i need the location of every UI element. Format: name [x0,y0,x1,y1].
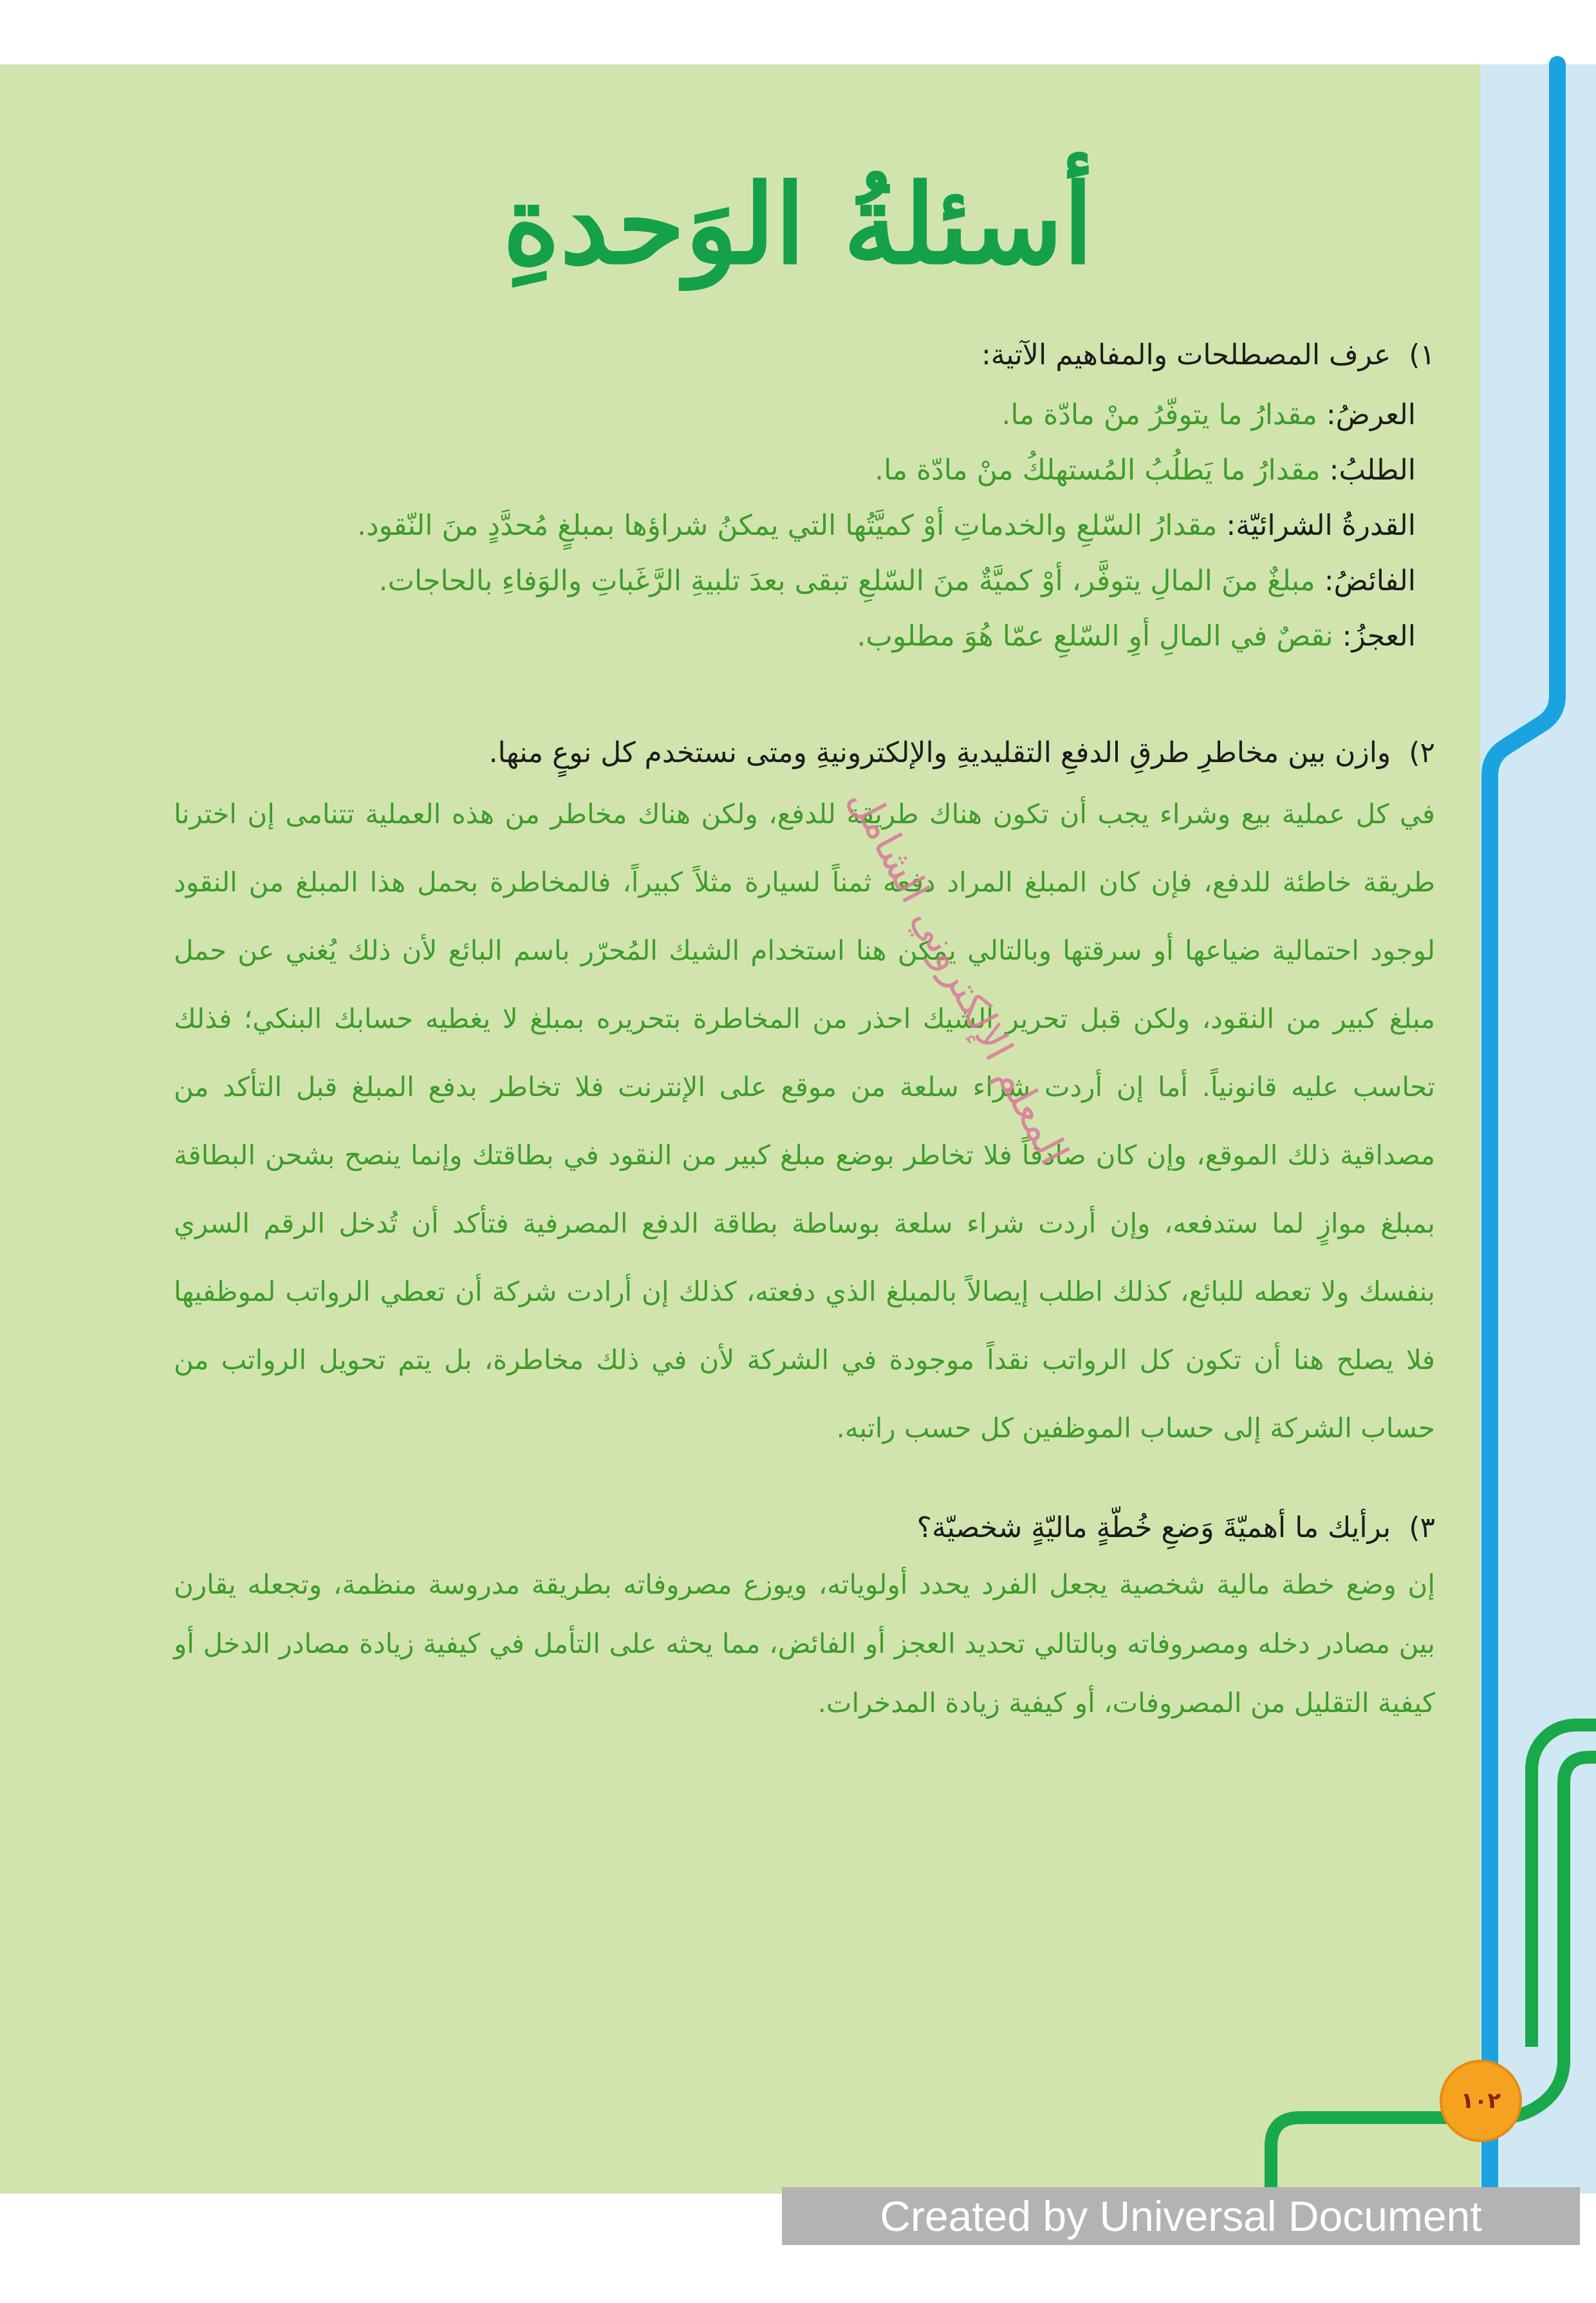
definition-term: العجزُ: [1342,620,1416,653]
definition-item [174,498,1416,554]
question-2-text: وازن بين مخاطرِ طرقِ الدفعِ التقليديةِ والإلكترونيةِ ومتى نستخدم كل نوعٍ منها. [488,736,1391,769]
definition-item [174,443,1416,498]
definition-term: الفائضُ: [1324,564,1416,597]
question-3-number: ٣) [1409,1511,1435,1544]
question-1-text: عرف المصطلحات والمفاهيم الآتية: [981,339,1391,371]
questions-content [174,328,1435,1733]
question-2-answer: في كل عملية بيع وشراء يجب أن تكون هناك طريقة للدفع، ولكن هناك مخاطر من هذه العملية تتنامى إن اخترنا طريقة خاطئة للدفع، فإن كان المبلغ المراد دفعه ثمناً لسيارة مثلاً كبيراً، فالمخاطرة بحمل هذا المبلغ من النقود لوجود احتمالية ضياعها أو سرقتها وبالتالي يمكن هنا استخدام الشيك المُحرّر باسم البائع لأن ذلك يُغني عن حمل مبلغ كبير من النقود، ولكن قبل تحرير الشيك احذر من المخاطرة بتحريره بمبلغ لا يغطيه حسابك البنكي؛ فذلك تحاسب عليه قانونياً. أما إن أردت شراء سلعة من موقع على الإنترنت فلا تخاطر بدفع المبلغ قبل التأكد من مصداقية ذلك الموقع، وإن كان صادقاً فلا تخاطر بوضع مبلغ كبير من النقود في بطاقتك وإنما ينصح بشحن البطاقة بمبلغ موازٍ لما ستدفعه، وإن أردت شراء سلعة بوساطة بطاقة الدفع المصرفية فتأكد أن تُدخل الرقم السري بنفسك ولا تعطه للبائع، كذلك اطلب إيصالاً بالمبلغ الذي دفعته، كذلك إن أرادت شركة أن تعطي الرواتب لموظفيها فلا يصلح هنا أن تكون كل الرواتب نقداً موجودة في الشركة لأن في ذلك مخاطرة، بل يتم تحويل الرواتب من حساب الشركة إلى حساب الموظفين كل حسب راتبه. [174,798,1435,1444]
definition-text: نقصٌ في المالِ أوِ السّلعِ عمّا هُوَ مطلوب. [857,620,1333,653]
page-title: أسئلةُ الوَحدةِ [503,160,1093,289]
definitions-list [174,387,1435,664]
definition-item [174,609,1416,664]
watermark: المعلم الإلكتروني الشامل [839,779,1079,1173]
blue-rail-line [1490,64,1557,2188]
definition-item [174,554,1416,609]
page-number-badge [1440,2060,1522,2142]
definition-text: مقدارُ ما يتوفّرُ منْ مادّة ما. [1001,398,1317,431]
question-3-text: برأيك ما أهميّةَ وَضعِ خُطّةٍ ماليّةٍ شخصيّة؟ [916,1511,1391,1544]
question-1 [174,328,1435,382]
definition-item [174,387,1416,443]
definition-term: العرضُ: [1326,398,1416,431]
converter-footer: Created by Universal Document Converter [782,2187,1580,2245]
green-rail-line-lower [1271,1757,1596,2201]
question-3 [174,1501,1435,1555]
definition-term: الطلبُ: [1329,454,1416,487]
question-2-number: ٢) [1409,736,1435,769]
question-2 [174,726,1435,780]
question-1-number: ١) [1409,339,1435,371]
question-3-answer: إن وضع خطة مالية شخصية يجعل الفرد يحدد أولوياته، ويوزع مصروفاته بطريقة مدروسة منظمة، وتجعله يقارن بين مصادر دخله ومصروفاته وبالتالي تحديد العجز أو الفائض، مما يحثه على التأمل في كيفية زيادة مصادر الدخل أو كيفية التقليل من المصروفات، أو كيفية زيادة المدخرات. [174,1569,1435,1719]
page-number: ١٠٢ [1460,2088,1501,2114]
definition-text: مقدارُ ما يَطلُبُ المُستهلكُ منْ مادّة ما. [875,454,1321,487]
definition-text: مبلغٌ منَ المالِ يتوفَّر، أوْ كميَّةٌ منَ السّلعِ تبقى بعدَ تلبيةِ الرَّغَباتِ والوَفاءِ بالحاجات. [378,564,1315,597]
definition-term: القدرةُ الشرائيّة: [1226,509,1416,542]
definition-text: مقدارُ السّلعِ والخدماتِ أوْ كميَّتُها التي يمكنُ شراؤها بمبلغٍ مُحدَّدٍ منَ النّقود. [357,509,1218,542]
